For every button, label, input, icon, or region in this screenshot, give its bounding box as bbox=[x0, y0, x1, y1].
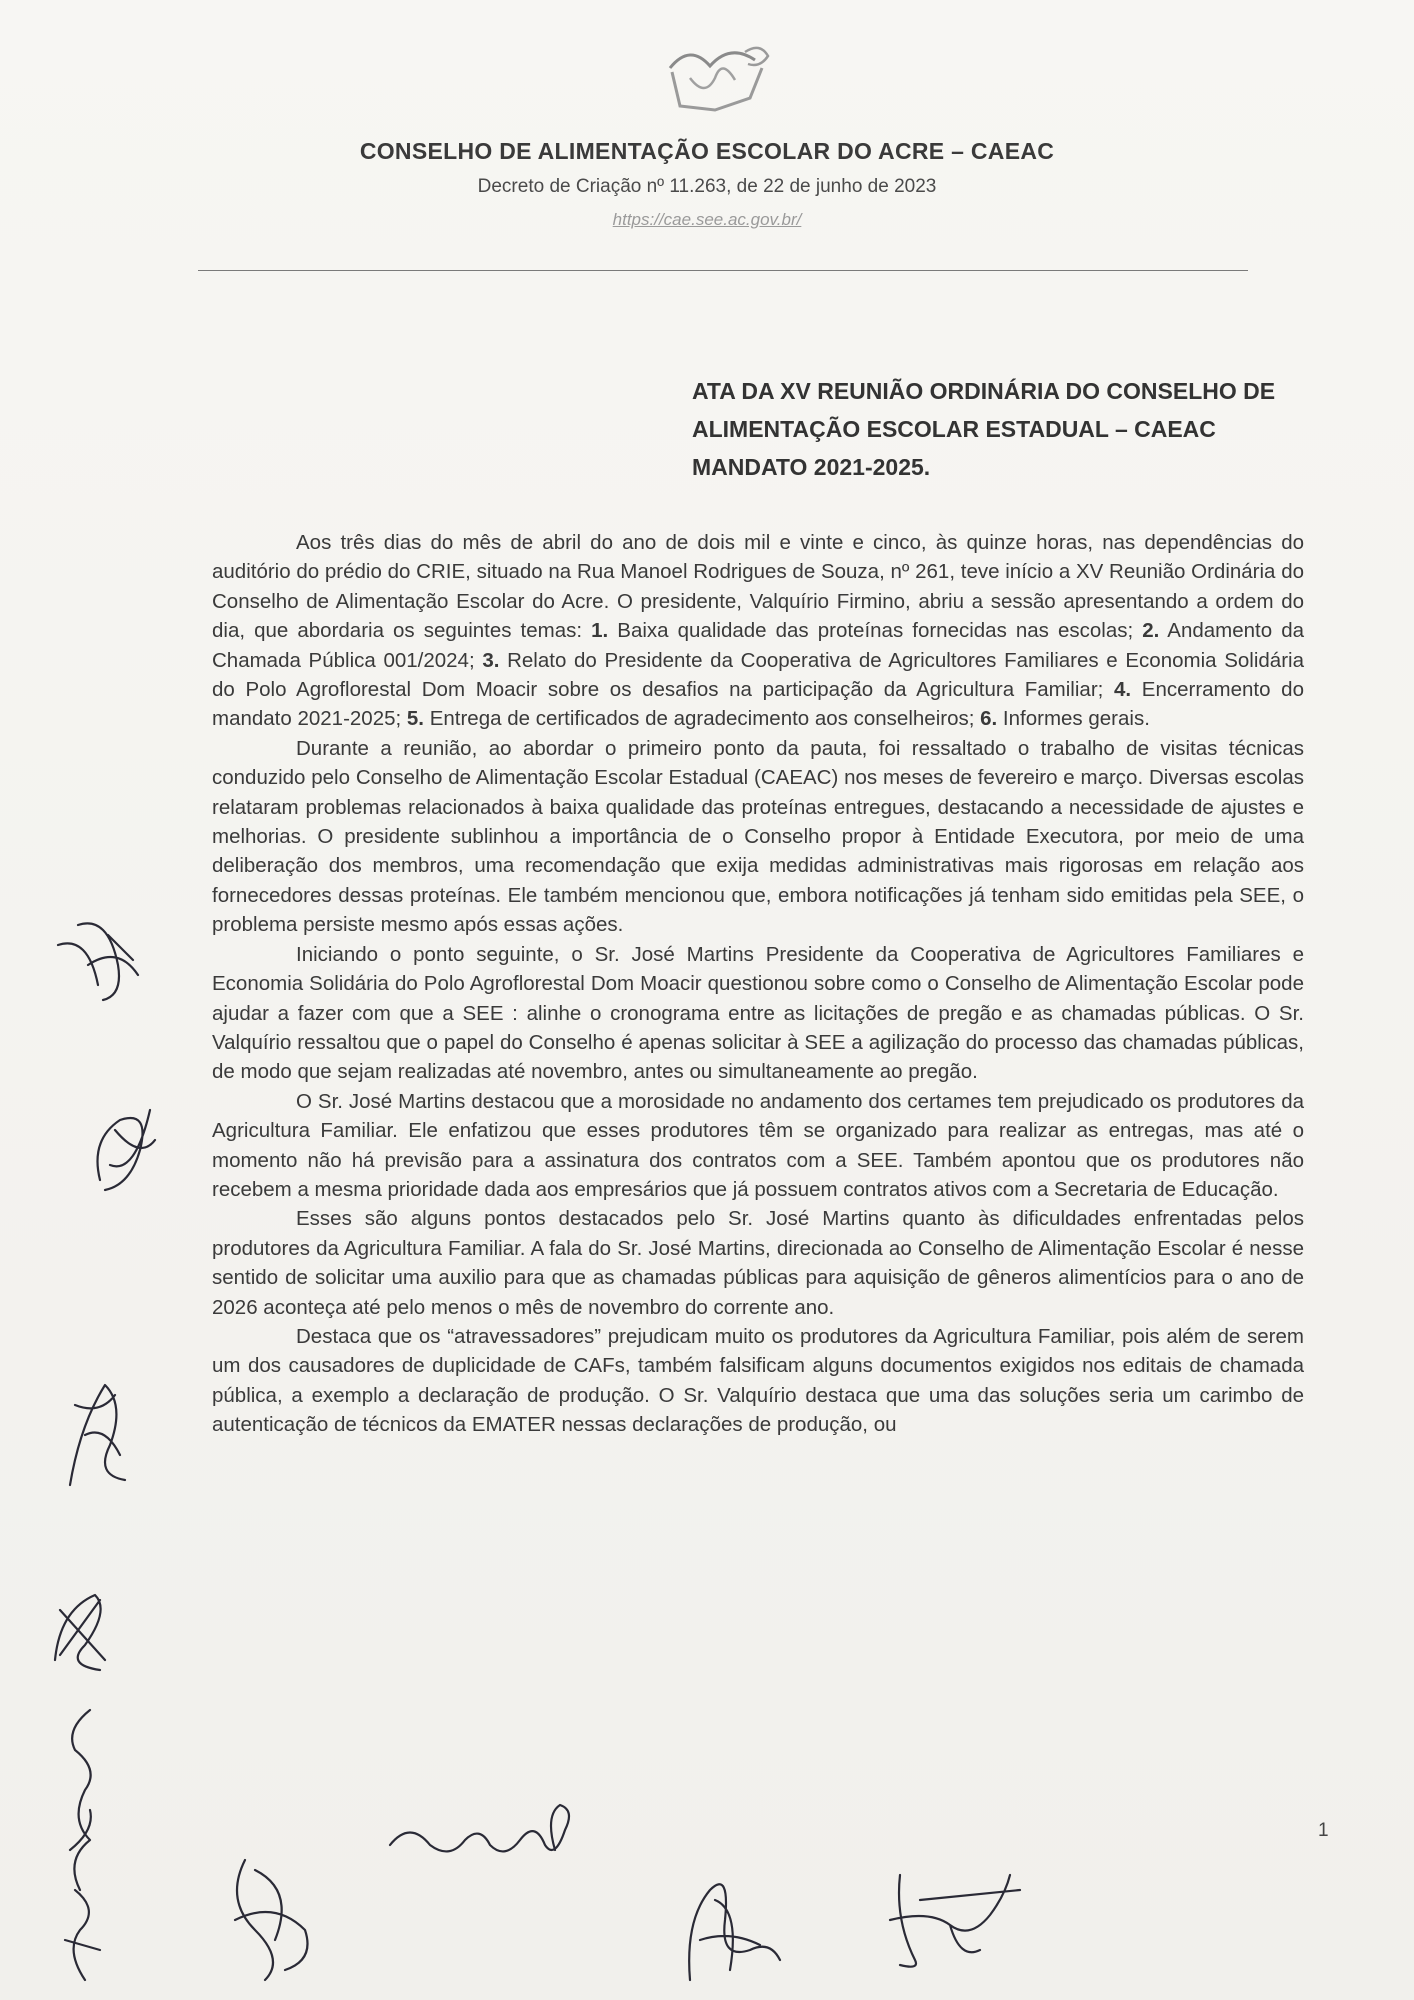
paragraph-difficulties: Esses são alguns pontos destacados pelo Sr. José Martins quanto às dificuldades enfrentadas pelos produtores da Agricultura Familiar. A fala do Sr. José Martins, direcionada ao Conselho de Alimentação Escolar é nesse sentido de solicitar uma auxilio para que as chamadas públicas para aquisição de gêneros alimentícios para o ano de 2026 aconteça até pelo menos o mês de novembro do corrente ano. bbox=[212, 1207, 1304, 1319]
paragraph-delays: O Sr. José Martins destacou que a morosidade no andamento dos certames tem prejudicado os produtores da Agricultura Familiar. Ele enfatizou que esses produtores têm se organizado para realizar as entregas, mas até o momento não há previsão para a assinatura dos contratos com a SEE. Também apontou que os produtores não recebem a mesma prioridade dada aos empresários que já possuem contratos ativos com a Secretaria de Educação. bbox=[212, 1089, 1304, 1201]
organization-title: CONSELHO DE ALIMENTAÇÃO ESCOLAR DO ACRE – CAEAC bbox=[359, 138, 1055, 164]
page-number: 1 bbox=[1318, 1820, 1329, 1841]
bottom-signature-4-icon bbox=[860, 1860, 1030, 1980]
paragraph-agenda: Aos três dias do mês de abril do ano de dois mil e vinte e cinco, às quinze horas, nas dependências do auditório do prédio do CRIE, situado na Rua Manoel Rodrigues de Souza, nº 261, teve início a XV Reunião Ordinária do Conselho de Alimentação Escolar do Acre. O presidente, Valquírio Firmino, abriu a sessão apresentando a ordem do dia, que abordaria os seguintes temas: 1. Baixa qualidade das proteínas fornecidas nas escolas; 2. Andamento da Chamada Pública 001/2024; 3. Relato do Presidente da Cooperativa de Agricultores Familiares e Economia Solidária do Polo Agroflorestal Dom Moacir sobre os desafios na participação da Agricultura Familiar; 4. Encerramento do mandato 2021-2025; 5. Entrega de certificados de agradecimento aos conselheiros; 6. Informes gerais. bbox=[212, 531, 1304, 731]
creation-decree: Decreto de Criação nº 11.263, de 22 de junho de 2023 bbox=[477, 176, 937, 197]
council-logo-icon bbox=[660, 38, 780, 113]
minutes-title bbox=[692, 372, 1312, 486]
margin-signature-2-icon bbox=[80, 1090, 170, 1210]
paragraph-intermediaries: Destaca que os “atravessadores” prejudicam muito os produtores da Agricultura Familiar, pois além de serem um dos causadores de duplicidade de CAFs, também falsificam alguns documentos exigidos nos editais de chamada pública, a exemplo a declaração de produção. O Sr. Valquírio destaca que uma das soluções seria um carimbo de autenticação de técnicos da EMATER nessas declarações de produção, ou bbox=[212, 1324, 1304, 1437]
title-line-2: ALIMENTAÇÃO ESCOLAR ESTADUAL – CAEAC bbox=[692, 416, 1216, 442]
council-url-link[interactable]: https://cae.see.ac.gov.br/ bbox=[612, 210, 802, 229]
margin-signature-1-icon bbox=[48, 905, 148, 1015]
title-line-1: ATA DA XV REUNIÃO ORDINÁRIA DO CONSELHO DE bbox=[692, 378, 1276, 404]
margin-signature-3-icon bbox=[55, 1365, 140, 1500]
margin-signature-5-icon bbox=[45, 1690, 115, 1990]
header-divider bbox=[198, 270, 1248, 271]
bottom-signature-3-icon bbox=[670, 1860, 800, 1990]
paragraph-proteins: Durante a reunião, ao abordar o primeiro ponto da pauta, foi ressaltado o trabalho de visitas técnicas conduzido pelo Conselho de Alimentação Escolar Estadual (CAEAC) nos meses de fevereiro e março. Diversas escolas relataram problemas relacionados à baixa qualidade das proteínas entregues, destacando a necessidade de ajustes e melhorias. O presidente sublinhou a importância de o Conselho propor à Entidade Executora, por meio de uma deliberação dos membros, uma recomendação que exija medidas administrativas mais rigorosas em relação aos fornecedores dessas proteínas. Ele também mencionou que, embora notificações já tenham sido emitidas pela SEE, o problema persiste mesmo após essas ações. bbox=[212, 736, 1304, 937]
bottom-signature-1-icon bbox=[215, 1840, 335, 1990]
margin-signature-4-icon bbox=[40, 1570, 120, 1680]
title-line-3: MANDATO 2021-2025. bbox=[692, 454, 931, 480]
paragraph-schedule: Iniciando o ponto seguinte, o Sr. José Martins Presidente da Cooperativa de Agricultores Familiares e Economia Solidária do Polo Agroflorestal Dom Moacir questionou sobre como o Conselho de Alimentação Escolar pode ajudar a fazer com que a SEE : alinhe o cronograma entre as licitações de pregão e as chamadas públicas. O Sr. Valquírio ressaltou que o papel do Conselho é apenas solicitar à SEE a agilização do processo das chamadas públicas, de modo que sejam realizadas até novembro, antes ou simultaneamente ao pregão. bbox=[212, 942, 1304, 1084]
minutes-body bbox=[212, 528, 1304, 1440]
bottom-signature-2-icon bbox=[380, 1800, 590, 1870]
